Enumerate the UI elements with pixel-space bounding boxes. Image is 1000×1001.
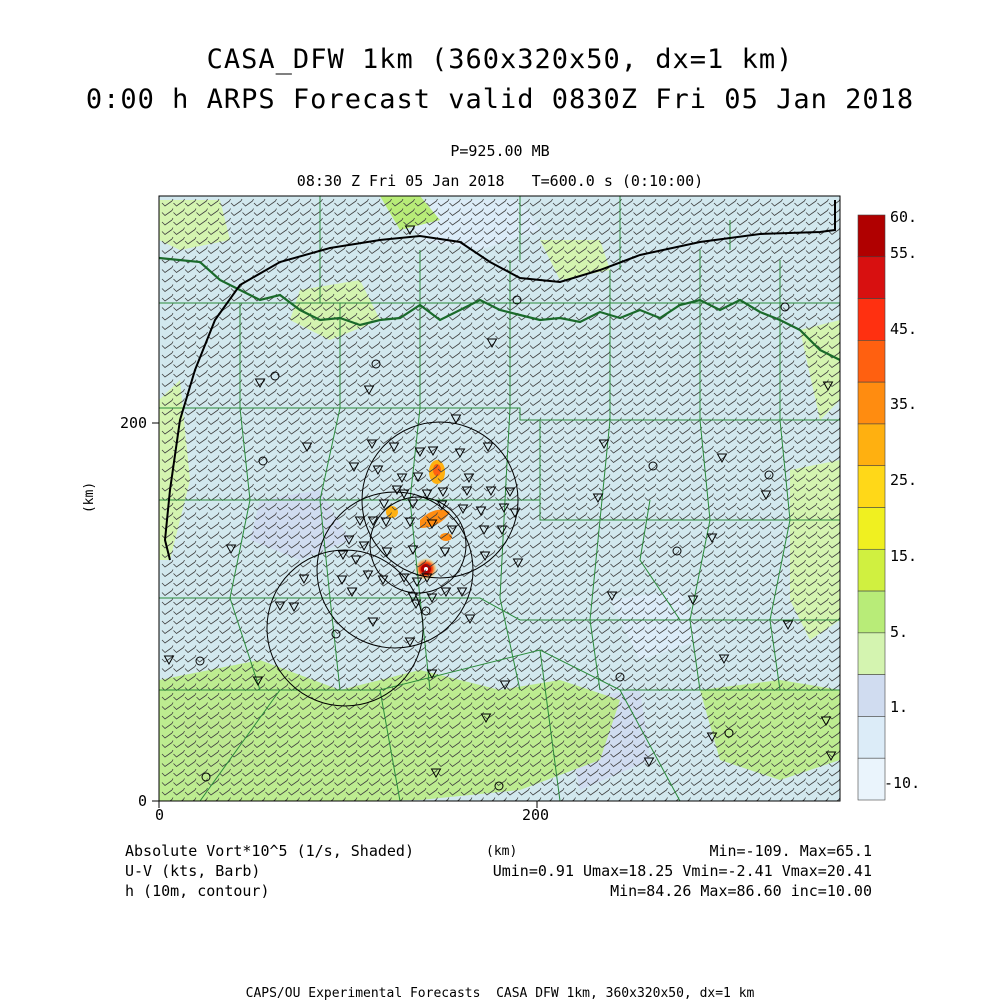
colorbar-label: 55. [890, 244, 918, 262]
footer-credit: CAPS/OU Experimental Forecasts CASA DFW 1km, 360x320x50, dx=1 km [245, 986, 755, 1001]
legend-field-vorticity: Absolute Vort*10^5 (1/s, Shaded) [125, 842, 414, 860]
title-line-2: 0:00 h ARPS Forecast valid 0830Z Fri 05 Jan 2018 [85, 84, 915, 115]
legend-field-wind: U-V (kts, Barb) [125, 862, 261, 880]
legend-field-height: h (10m, contour) [125, 882, 270, 900]
colorbar-swatch [858, 215, 885, 257]
colorbar-swatch [858, 549, 885, 591]
colorbar-swatch [858, 633, 885, 675]
colorbar-label: 15. [890, 547, 918, 565]
colorbar-label: 60. [890, 208, 918, 226]
colorbar-swatch [858, 340, 885, 382]
x-tick-200: 200 [522, 806, 550, 824]
colorbar-swatch [858, 758, 885, 800]
colorbar-label: -10. [884, 774, 921, 792]
time-label: 08:30 Z Fri 05 Jan 2018 T=600.0 s (0:10:00) [296, 172, 704, 190]
colorbar-swatch [858, 424, 885, 466]
colorbar-label: 1. [890, 698, 909, 716]
y-tick-0: 0 [138, 792, 148, 810]
legend-stats-wind: Umin=0.91 Umax=18.25 Vmin=-2.41 Vmax=20.41 [492, 862, 872, 880]
colorbar-swatch [858, 508, 885, 550]
colorbar-swatch [858, 382, 885, 424]
colorbar-swatch [858, 716, 885, 758]
colorbar-swatch [858, 299, 885, 341]
colorbar-label: 5. [890, 623, 909, 641]
pressure-label: P=925.00 MB [450, 142, 550, 160]
colorbar-label: 45. [890, 320, 918, 338]
x-tick-0: 0 [155, 806, 165, 824]
colorbar-label: 35. [890, 395, 918, 413]
x-axis-unit: (km) [486, 844, 518, 859]
colorbar-swatch [858, 257, 885, 299]
y-tick-200: 200 [120, 414, 148, 432]
colorbar-label: 25. [890, 471, 918, 489]
colorbar-swatch [858, 591, 885, 633]
colorbar [858, 215, 885, 800]
y-axis-unit: (km) [82, 481, 98, 514]
legend-stats-vorticity: Min=-109. Max=65.1 [709, 842, 872, 860]
colorbar-swatch [858, 675, 885, 717]
legend-stats-height: Min=84.26 Max=86.60 inc=10.00 [610, 882, 872, 900]
colorbar-swatch [858, 466, 885, 508]
title-line-1: CASA_DFW 1km (360x320x50, dx=1 km) [206, 44, 794, 75]
